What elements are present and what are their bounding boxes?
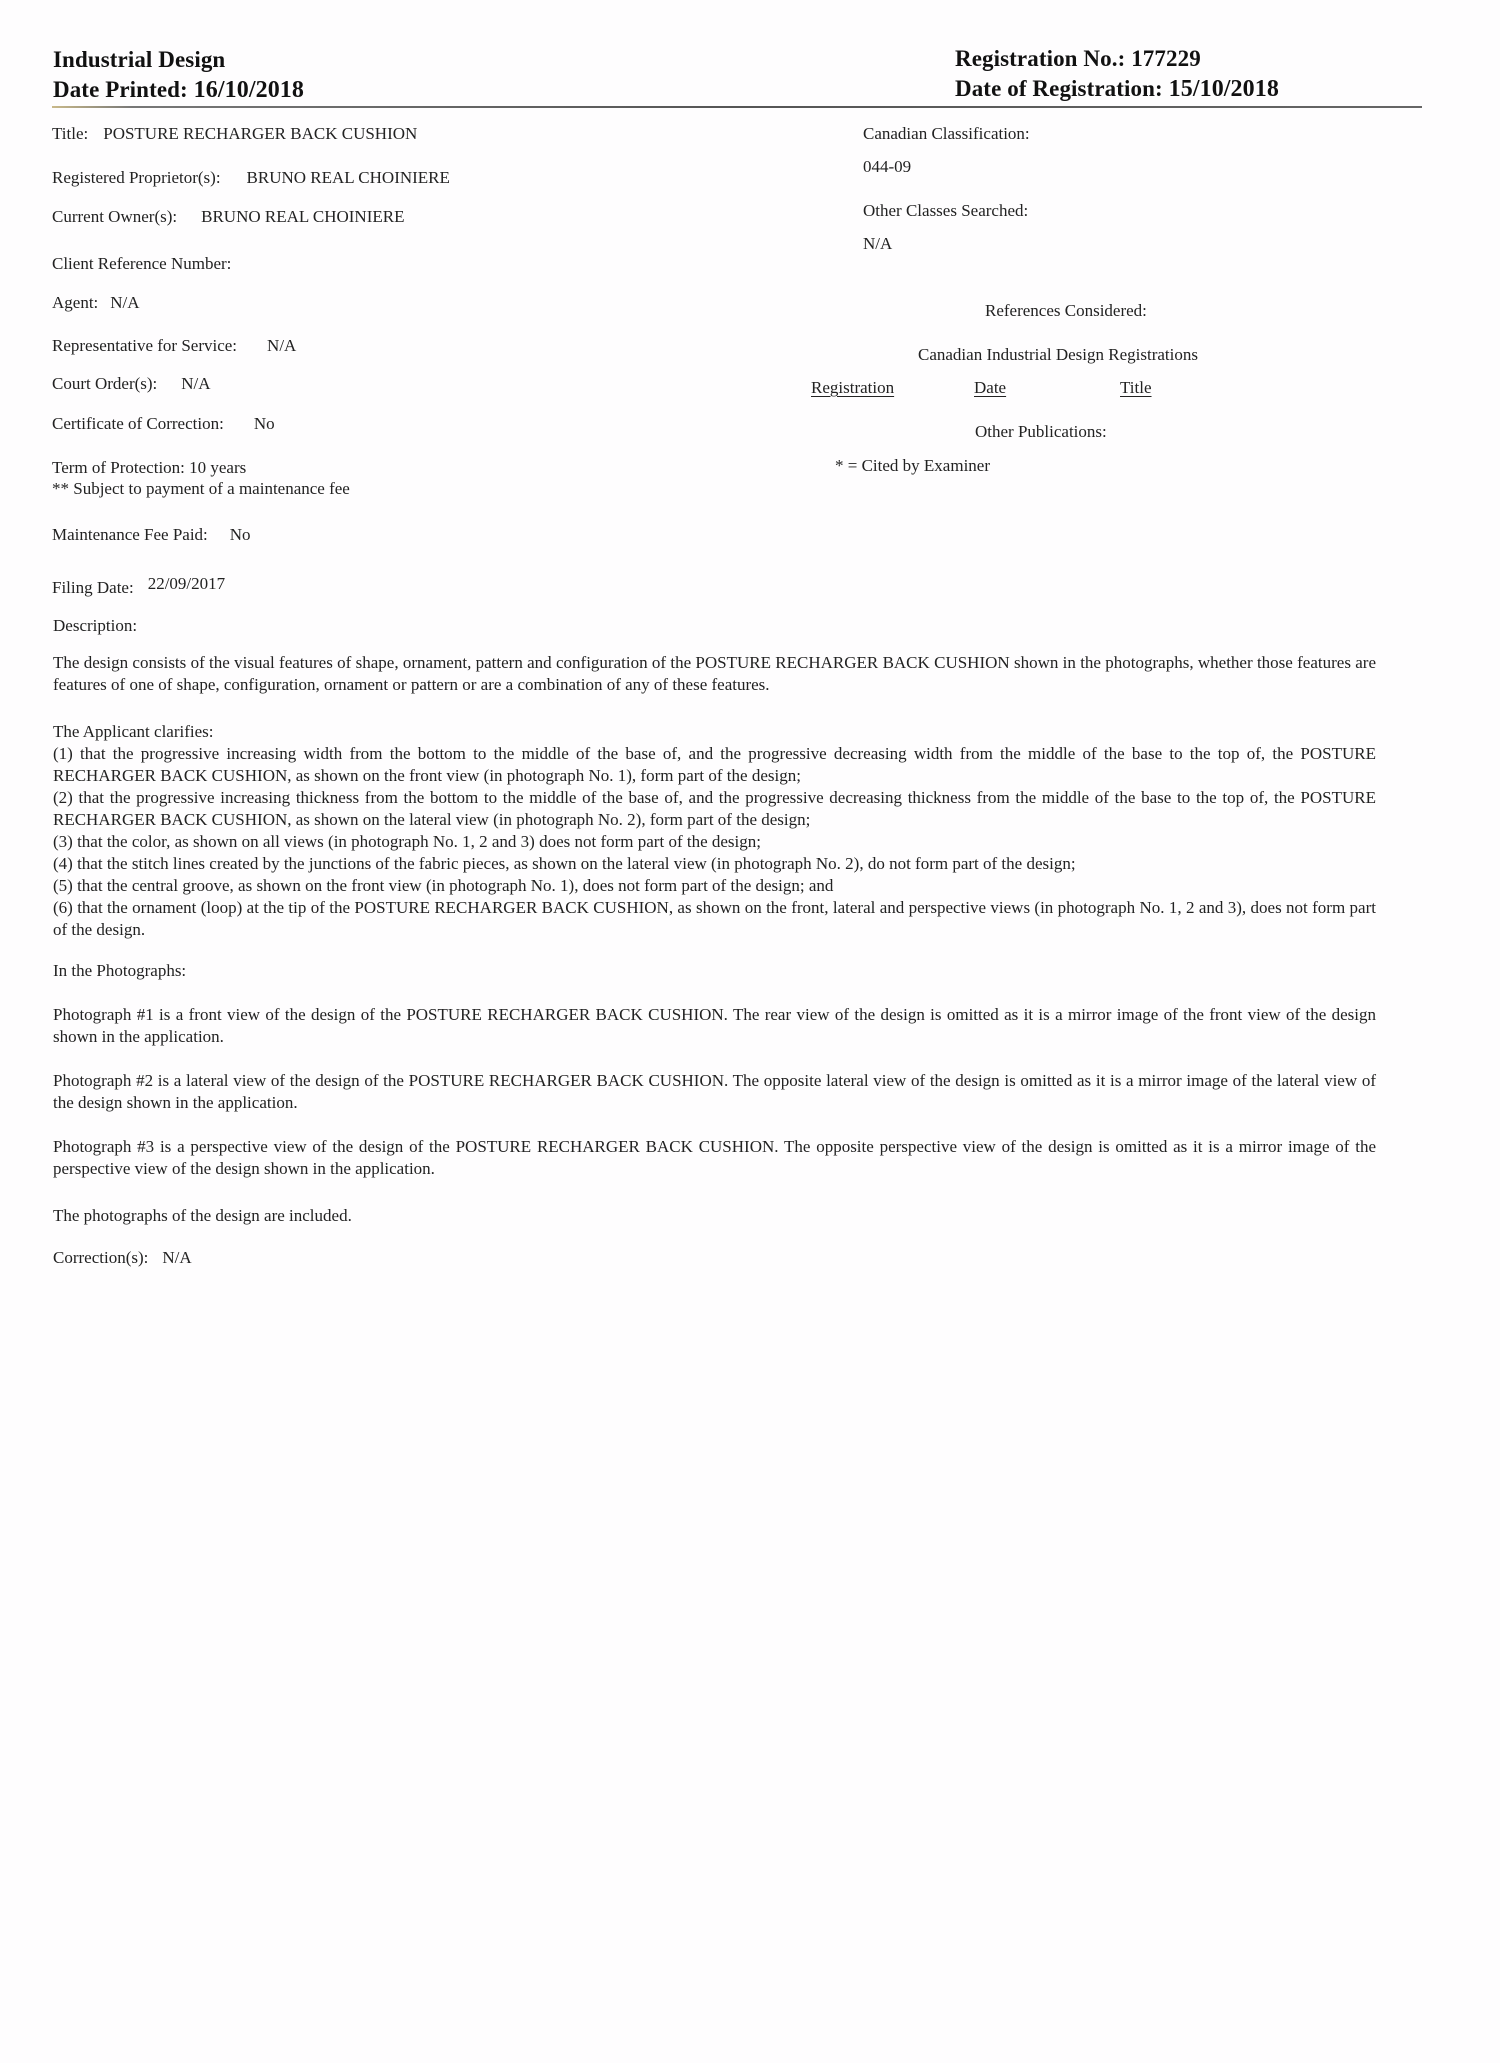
field-current-owner: [52, 207, 404, 227]
applicant-clarifies-label: The Applicant clarifies:: [53, 722, 214, 741]
clarification-item: (5) that the central groove, as shown on the front view (in photograph No. 1), does not form part of the design; and: [53, 876, 834, 895]
field-label: Registered Proprietor(s):: [52, 168, 221, 187]
registration-number: [955, 46, 1201, 72]
references-considered-label: References Considered:: [985, 301, 1147, 320]
ref-column-title: Title: [1120, 378, 1152, 397]
date-printed: [53, 77, 304, 104]
field-corrections: [53, 1248, 192, 1268]
field-title: [52, 124, 417, 144]
clarification-item: (6) that the ornament (loop) at the tip of the POSTURE RECHARGER BACK CUSHION, as shown on the front, lateral and perspective views (in photograph No. 1, 2 and 3), does not form part of the design.: [53, 898, 1376, 939]
document-type: Industrial Design: [53, 47, 226, 72]
date-printed-label: Date Printed:: [53, 77, 188, 102]
field-label: Client Reference Number:: [52, 254, 232, 273]
field-certificate-of-correction: [52, 414, 275, 434]
field-label: Court Order(s):: [52, 374, 158, 393]
clarification-item: (3) that the color, as shown on all views (in photograph No. 1, 2 and 3) does not form part of the design;: [53, 832, 761, 851]
canadian-classification-value: 044-09: [863, 157, 912, 176]
registration-number-label: Registration No.:: [955, 46, 1126, 71]
field-label: Representative for Service:: [52, 336, 238, 355]
other-classes-value: N/A: [863, 234, 893, 253]
field-term-of-protection: [52, 458, 246, 478]
field-value: POSTURE RECHARGER BACK CUSHION: [103, 124, 418, 143]
field-registered-proprietor: [52, 168, 450, 188]
in-the-photographs-label: In the Photographs:: [53, 961, 187, 980]
field-value: N/A: [110, 293, 140, 312]
field-value: N/A: [181, 374, 211, 393]
date-of-registration-label: Date of Registration:: [955, 76, 1163, 101]
maintenance-fee-note: ** Subject to payment of a maintenance fee: [52, 479, 350, 498]
photograph-3-text: Photograph #3 is a perspective view of the design of the POSTURE RECHARGER BACK CUSHION. The opposite perspective view of the design is omitted as it is a mirror image of the perspective view of the design shown in the application.: [53, 1137, 1376, 1178]
header-divider: [52, 106, 1422, 108]
clarifications-list: [53, 743, 1376, 941]
description-label: Description:: [53, 616, 138, 635]
field-value: No: [229, 525, 251, 544]
registration-number-value: 177229: [1131, 46, 1201, 71]
photograph-1-text: Photograph #1 is a front view of the design of the POSTURE RECHARGER BACK CUSHION. The rear view of the design is omitted as it is a mirror image of the front view of the design shown in the application.: [53, 1005, 1376, 1046]
cidr-label: Canadian Industrial Design Registrations: [918, 345, 1198, 364]
field-client-reference: [52, 254, 231, 274]
clarification-item: (1) that the progressive increasing width from the bottom to the middle of the base of, and the progressive decreasing width from the middle of the base to the top of, the POSTURE RECHARGER BACK CUSHION, as shown on the front view (in photograph No. 1), form part of the design;: [53, 744, 1376, 785]
field-value: 10 years: [189, 458, 247, 477]
field-value: N/A: [162, 1248, 192, 1267]
other-publications-label: Other Publications:: [975, 422, 1107, 441]
clarification-item: (4) that the stitch lines created by the junctions of the fabric pieces, as shown on the lateral view (in photograph No. 2), do not form part of the design;: [53, 854, 1076, 873]
photographs-included-text: The photographs of the design are included.: [53, 1206, 352, 1225]
photograph-2-text: Photograph #2 is a lateral view of the design of the POSTURE RECHARGER BACK CUSHION. The opposite lateral view of the design is omitted as it is a mirror image of the lateral view of the design shown in the application.: [53, 1071, 1376, 1112]
date-of-registration: [955, 76, 1279, 103]
field-value: No: [253, 414, 275, 433]
clarification-item: (2) that the progressive increasing thickness from the bottom to the middle of the base of, and the progressive decreasing thickness from the middle of the base to the top of, the POSTURE RECHARGER BACK CUSHION, as shown on the lateral view (in photograph No. 2), form part of the design;: [53, 788, 1376, 829]
field-label: Title:: [52, 124, 89, 143]
field-court-orders: [52, 374, 211, 394]
date-printed-value: 16/10/2018: [193, 77, 304, 103]
field-label: Current Owner(s):: [52, 207, 178, 226]
description-text: The design consists of the visual features of shape, ornament, pattern and configuration of the POSTURE RECHARGER BACK CUSHION shown in the photographs, whether those features are features of one of shape, configuration, ornament or pattern or are a combination of any of these features.: [53, 653, 1376, 694]
field-representative: [52, 336, 296, 356]
field-filing-date: [52, 574, 226, 598]
canadian-classification-label: Canadian Classification:: [863, 124, 1030, 143]
field-label: Filing Date:: [52, 578, 134, 597]
field-value: N/A: [267, 336, 297, 355]
other-classes-label: Other Classes Searched:: [863, 201, 1029, 220]
field-agent: [52, 293, 140, 313]
field-value: 22/09/2017: [147, 574, 226, 593]
field-value: BRUNO REAL CHOINIERE: [201, 207, 405, 226]
ref-column-registration: Registration: [811, 378, 895, 397]
field-label: Term of Protection:: [52, 458, 185, 477]
field-label: Agent:: [52, 293, 99, 312]
cited-by-examiner-note: * = Cited by Examiner: [835, 456, 991, 475]
ref-column-date: Date: [974, 378, 1007, 397]
field-label: Correction(s):: [53, 1248, 149, 1267]
date-of-registration-value: 15/10/2018: [1168, 76, 1279, 102]
field-maintenance-fee-paid: [52, 525, 251, 545]
field-value: BRUNO REAL CHOINIERE: [246, 168, 450, 187]
field-label: Maintenance Fee Paid:: [52, 525, 208, 544]
field-label: Certificate of Correction:: [52, 414, 224, 433]
